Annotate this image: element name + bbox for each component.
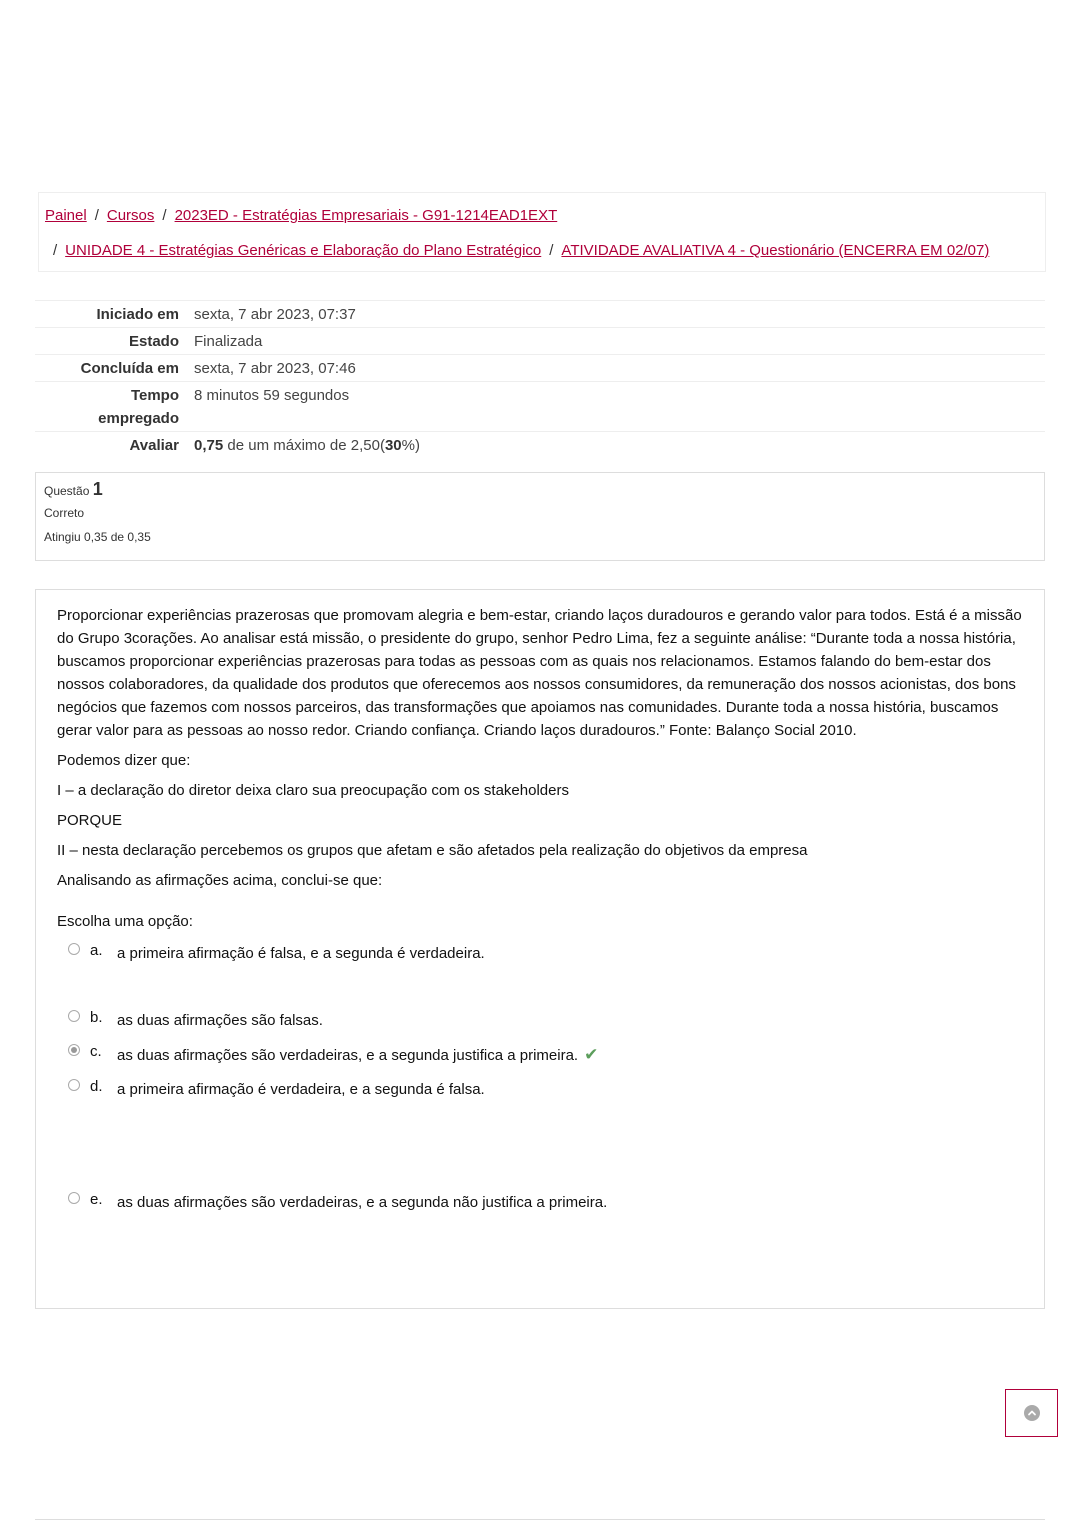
option-letter: c. xyxy=(90,1043,102,1060)
question-paragraph: II – nesta declaração percebemos os grupos que afetam e são afetados pela realização do objetivos da empresa xyxy=(57,842,808,859)
summary-label xyxy=(35,384,194,430)
option-text: as duas afirmações são falsas. xyxy=(117,1012,323,1029)
question-text: Proporcionar experiências prazerosas que promovam alegria e bem-estar, criando laços duradouros e gerando valor para todos. Está é a missão do Grupo 3corações. Ao analisar está missão, o presidente do grupo, senhor Pedro Lima, fez a seguinte análise: “Durante toda a nossa história, buscamos proporcionar experiências prazerosas para todas as pessoas com as quais nos relacionamos. Estamos falando do bem-estar dos nossos colaboradores, da qualidade dos produtos que oferecemos aos nossos consumidores, da remuneração dos nossos acionistas, dos bons negócios que fazemos com nossos parceiros, das transformações que apoiamos nas comunidades. Durante toda a nossa história, buscamos gerar valor para as pessoas ao nosso redor. Criando confiança. Criando laços duradouros.” Fonte: Balanço Social 2010. xyxy=(57,607,1022,739)
summary-row-grade xyxy=(35,431,1045,458)
question-label: Questão xyxy=(44,484,93,498)
summary-value: 8 minutos 59 segundos xyxy=(194,387,350,404)
back-to-top-button[interactable] xyxy=(1005,1389,1058,1437)
question-content xyxy=(35,589,1045,1309)
option-text: as duas afirmações são verdadeiras, e a segunda não justifica a primeira. xyxy=(117,1194,608,1211)
grade-end: %) xyxy=(401,437,420,454)
answer-option-b[interactable] xyxy=(57,1006,1023,1040)
question-paragraph: PORQUE xyxy=(57,812,123,829)
summary-row-time xyxy=(35,381,1045,431)
grade-mid: de um máximo de 2,50( xyxy=(223,437,385,454)
arrow-up-circle-icon xyxy=(1024,1405,1040,1421)
option-letter: d. xyxy=(90,1078,103,1095)
radio-button-selected[interactable] xyxy=(68,1044,80,1056)
question-info xyxy=(35,472,1045,561)
answer-option-d[interactable] xyxy=(57,1075,1023,1188)
question-paragraph: Podemos dizer que: xyxy=(57,752,191,769)
breadcrumb-painel[interactable]: Painel xyxy=(45,207,87,224)
answer-prompt: Escolha uma opção: xyxy=(57,913,193,930)
question-grade: Atingiu 0,35 de 0,35 xyxy=(44,530,151,544)
option-letter: e. xyxy=(90,1191,103,1208)
radio-button[interactable] xyxy=(68,1192,80,1204)
summary-row-state xyxy=(35,327,1045,354)
answer-option-e[interactable] xyxy=(57,1188,1023,1218)
question-number-value: 1 xyxy=(92,479,103,499)
attempt-summary xyxy=(35,300,1045,458)
summary-label-line: empregado xyxy=(98,410,179,427)
breadcrumb-cursos[interactable]: Cursos xyxy=(106,207,155,224)
question-paragraph: I – a declaração do diretor deixa claro sua preocupação com os stakeholders xyxy=(57,782,569,799)
breadcrumb-course[interactable]: 2023ED - Estratégias Empresariais - G91-1214EAD1EXT xyxy=(174,207,558,224)
question-paragraph: Analisando as afirmações acima, conclui-se que: xyxy=(57,872,383,889)
summary-label: Estado xyxy=(128,333,179,350)
breadcrumb-separator: / xyxy=(53,242,58,259)
breadcrumb-row xyxy=(45,207,557,224)
question-state: Correto xyxy=(44,506,85,520)
option-text: as duas afirmações são verdadeiras, e a segunda justifica a primeira. xyxy=(117,1047,579,1064)
summary-value: sexta, 7 abr 2023, 07:46 xyxy=(194,360,356,377)
summary-label-line: Tempo xyxy=(130,387,179,404)
option-text-wrap xyxy=(117,1043,598,1067)
answer-option-c[interactable] xyxy=(57,1040,1023,1075)
radio-button[interactable] xyxy=(68,943,80,955)
check-icon: ✔ xyxy=(584,1045,599,1064)
option-text: a primeira afirmação é falsa, e a segunda é verdadeira. xyxy=(117,945,485,962)
summary-row-started xyxy=(35,300,1045,327)
option-letter: b. xyxy=(90,1009,103,1026)
breadcrumb xyxy=(38,192,1046,272)
option-text: a primeira afirmação é verdadeira, e a segunda é falsa. xyxy=(117,1081,485,1098)
summary-value: sexta, 7 abr 2023, 07:37 xyxy=(194,306,356,323)
grade-percent: 30 xyxy=(384,437,402,454)
breadcrumb-activity[interactable]: ATIVIDADE AVALIATIVA 4 - Questionário (ENCERRA EM 02/07) xyxy=(561,242,990,259)
breadcrumb-separator: / xyxy=(549,242,554,259)
radio-button[interactable] xyxy=(68,1010,80,1022)
answer-option-a[interactable] xyxy=(57,939,1023,1006)
breadcrumb-separator: / xyxy=(162,207,167,224)
breadcrumb-row xyxy=(53,242,989,259)
radio-button[interactable] xyxy=(68,1079,80,1091)
summary-label: Concluída em xyxy=(80,360,179,377)
summary-label: Iniciado em xyxy=(96,306,179,323)
grade-score: 0,75 xyxy=(194,437,224,454)
summary-value: Finalizada xyxy=(194,333,263,350)
summary-value xyxy=(194,434,420,457)
summary-row-completed xyxy=(35,354,1045,381)
option-letter: a. xyxy=(90,942,103,959)
breadcrumb-unit[interactable]: UNIDADE 4 - Estratégias Genéricas e Elaboração do Plano Estratégico xyxy=(65,242,542,259)
summary-label: Avaliar xyxy=(129,437,179,454)
breadcrumb-separator: / xyxy=(94,207,99,224)
question-number xyxy=(44,479,1036,500)
